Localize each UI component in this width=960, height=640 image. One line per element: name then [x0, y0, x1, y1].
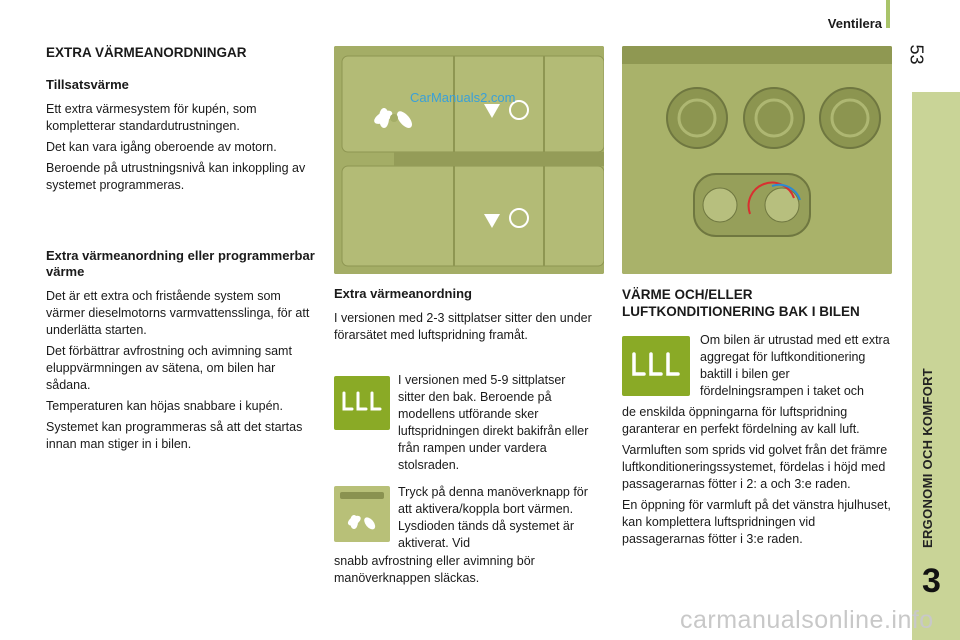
paragraph: Ett extra värmesystem för kupén, som kompletterar standardutrustningen.	[46, 102, 257, 133]
subheading-extra-heater: Extra värmeanordning	[334, 286, 472, 301]
paragraph: Beroende på utrustningsnivå kan inkoppling av systemet programmeras.	[46, 161, 306, 192]
paragraph: Det förbättrar avfrostning och avimning samt eluppvärmningen av sätena, om bilen har sådana.	[46, 344, 292, 392]
paragraph: Det kan vara igång oberoende av motorn.	[46, 140, 277, 154]
seats-rows-icon-rear	[622, 336, 690, 396]
fan-text-block	[398, 484, 594, 556]
rear-vents-illustration	[622, 46, 892, 274]
seats-text-block	[398, 372, 594, 478]
column-rear-climate	[622, 286, 894, 552]
footer-watermark: carmanualsonline.info	[680, 606, 934, 634]
chapter-number: 3	[922, 562, 941, 600]
chapter-label: ERGONOMI OCH KOMFORT	[920, 367, 935, 548]
paragraph: I versionen med 5-9 sittplatser sitter den bak. Beroende på modellens utförande sker luftspridningen direkt bakifrån eller från rampen under vardera stolsraden.	[398, 373, 589, 472]
section-heading: EXTRA VÄRMEANORDNINGAR	[46, 45, 247, 60]
control-panel-photo	[334, 46, 604, 274]
paragraph: Temperaturen kan höjas snabbare i kupén.	[46, 399, 283, 413]
control-panel-illustration	[334, 46, 604, 274]
header-title: Ventilera	[827, 16, 882, 31]
paragraph: I versionen med 2-3 sittplatser sitter den under förarsätet med luftspridning framåt.	[334, 311, 592, 342]
fan-button-image	[334, 486, 390, 542]
fan-text-continued	[334, 553, 596, 591]
subheading-auxiliary-heater: Tillsatsvärme	[46, 77, 129, 92]
photo-watermark: CarManuals2.com	[410, 90, 516, 105]
paragraph: snabb avfrostning eller avimning bör manöverknappen släckas.	[334, 554, 535, 585]
paragraph: Varmluften som sprids vid golvet från det främre luftkonditioneringssystemet, fördelas i höjd med passagerarnas fötter i 2: a och 3:e raden.	[622, 443, 888, 491]
paragraph: Det är ett extra och fristående system som värmer dieselmotorns varmvattensslinga, för att underlätta starten.	[46, 289, 310, 337]
paragraph: de enskilda öppningarna för luftspridning garanterar en perfekt fördelning av kall luft.	[622, 405, 860, 436]
column-heating	[46, 44, 318, 457]
paragraph: Om bilen är utrustad med ett extra aggregat för luftkonditionering baktill i bilen ger fördelningsrampen i taket och	[700, 333, 890, 398]
paragraph: En öppning för varmluft på det vänstra hjulhuset, kan komplettera luftspridningen vid passagerarnas fötter i 3:e raden.	[622, 498, 891, 546]
rear-vents-photo	[622, 46, 892, 274]
section-heading-rear: VÄRME OCH/ELLER LUFTKONDITIONERING BAK I BILEN	[622, 287, 860, 319]
fan-icon	[334, 486, 390, 542]
column-extra-heater	[334, 286, 606, 348]
paragraph: Systemet kan programmeras så att det startas innan man stiger in i bilen.	[46, 420, 303, 451]
subheading-programmable-heater: Extra värmeanordning eller programmerbar värme	[46, 248, 315, 279]
header-accent-bar	[886, 0, 890, 28]
paragraph: Tryck på denna manöverknapp för att aktivera/koppla bort värmen. Lysdioden tänds då systemet är aktiverat. Vid	[398, 485, 588, 550]
seats-rows-icon	[334, 376, 390, 430]
page-number: 53	[906, 44, 927, 65]
